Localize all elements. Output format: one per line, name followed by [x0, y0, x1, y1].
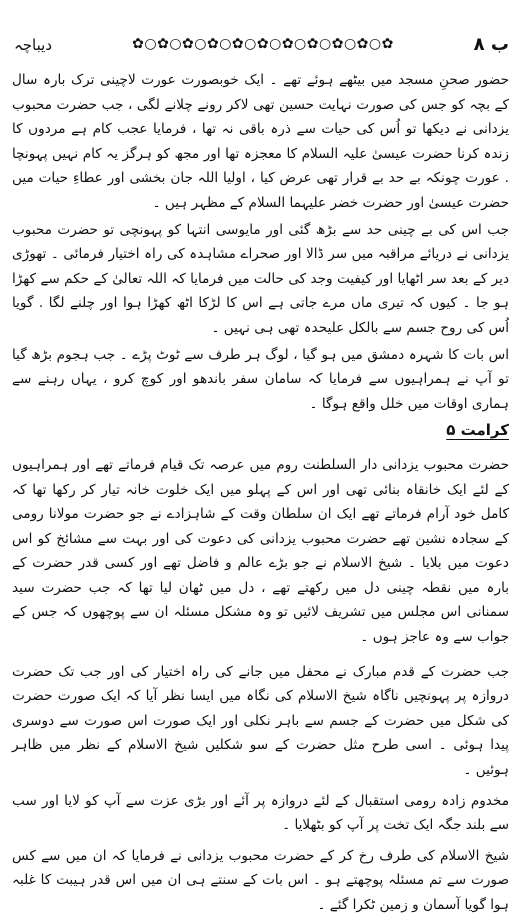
page-number: ب ۸	[473, 34, 509, 55]
paragraph-2: جب اس کی بے چینی حد سے بڑھ گئی اور مایوسی انتہا کو پہونچی تو حضرت محبوب یزدانی نے دریائے مراقبہ میں سر ڈالا اور صحراے مشاہدہ کی راہ اختیار فرمائی ۔ تھوڑی دیر کے بعد سر اٹھایا اور کیفیت وجد کی حالت میں فرمایا کہ اللہ تعالیٰ کے حکم سے کھڑا ہو جا ۔ کیوں کہ تیری ماں مرے جاتی ہے اس کا لڑکا اٹھ کھڑا ہوا اور چلنے لگا . گویا اُس کی روح جسم سے بالکل علیحدہ تھی ہی نہیں ۔	[12, 221, 509, 336]
paragraph-6: مخدوم زادہ رومی استقبال کے لئے دروازہ پر آئے اور بڑی عزت سے آپ کو لایا اور سب سے بلند جگہ ایک تخت پر آپ کو بٹھلایا ۔	[12, 792, 509, 834]
paragraph-3: اس بات کا شہرہ دمشق میں ہو گیا ، لوگ ہر طرف سے ٹوٹ پڑے ۔ جب ہجوم بڑھ گیا تو آپ نے ہمراہیوں سے فرمایا کہ سامان سفر باندھو اور کوچ کرو ، یہاں رہنے سے ہماری اوقات میں خلل واقع ہوگا ۔	[12, 346, 509, 412]
paragraph-1: حضور صحنِ مسجد میں بیٹھے ہوئے تھے ۔ ایک خوبصورت عورت لاچینی ترک بارہ سال کے بچہ کو جس کی صورت نہایت حسین تھی لاکر رونے چلانے لگی ، جب حضرت محبوب یزدانی نے دیکھا تو اُس کی حیات سے ذرہ باقی نہ تھا ، فرمایا عجب کام ہے مردوں کا زندہ کرنا حضرت عیسیٰ علیہ السلام کا معجزہ تھا اور مجھ کو ہرگز یہ کام نہیں پہونچا . عورت چونکہ بے حد بے قرار تھی عرض کیا ، اولیا اللہ جان بخشی اور عطاءِ حیات میں حضرت عیسیٰ اور حضرت خضر علیہما السلام کے مظہر ہیں ۔	[12, 72, 509, 211]
page-header	[0, 34, 525, 58]
page-body	[12, 68, 509, 918]
running-title: دیباچہ	[14, 36, 53, 54]
paragraph-5: جب حضرت کے قدم مبارک نے محفل میں جانے کی راہ اختیار کی اور جب تک حضرت دروازہ پر پہونچیں ناگاہ شیخ الاسلام کی نگاہ میں ایسا نظر آیا کہ ایک صورت حضرت کی شکل میں حضرت کے جسم سے باہر نکلی اور ایک صورت اس صورت سے دوسری پیدا ہوئی ۔ اسی طرح مثل حضرت کے سو شکلیں شیخ الاسلام کے نظر میں ظاہر ہوئیں ۔	[12, 663, 509, 779]
section-heading: کرامت ۵	[446, 421, 509, 440]
header-ornament: ✿○✿○✿○✿○✿○✿○✿○✿○✿○✿○✿	[132, 36, 394, 52]
paragraph-7: شیخ الاسلام کی طرف رخ کر کے حضرت محبوب یزدانی نے فرمایا کہ ان میں سے کس صورت سے تم مسئلہ پوچھتے ہو ۔ اس بات کے سنتے ہی ان میں اس قدر ہیبت کا غلبہ ہوا گویا آسمان و زمین ٹکرا گئے ۔	[12, 847, 509, 913]
paragraph-4: حضرت محبوب یزدانی دار السلطنت روم میں عرصہ تک قیام فرماتے تھے اور ہمراہیوں کے لئے ایک خانقاہ بنائی تھی اور اس کے پہلو میں ایک خلوت خانہ تیار کر رکھا تھا کہ کامل خود آرام فرماتے تھے ایک ان سلطان وقت کے شاہزادے نے جو حضرت مولانا رومی کے سجادہ نشین تھے حضرت محبوب یزدانی کی دعوت کی اور بہت سے مشائخ کو اس دعوت میں بلایا ۔ شیخ الاسلام نے جو بڑے عالم و فاضل تھے اور کسی قدر حضرت کے بارہ میں نقطہ چینی دل میں رکھتے تھے ، دل میں ٹھان لیا تھا کہ جب حضرت سید سمنانی اس مجلس میں تشریف لائیں تو وہ مشکل مسئلہ ان سے پوچھوں کہ جس کے جواب سے وہ عاجز ہوں ۔	[12, 456, 509, 646]
